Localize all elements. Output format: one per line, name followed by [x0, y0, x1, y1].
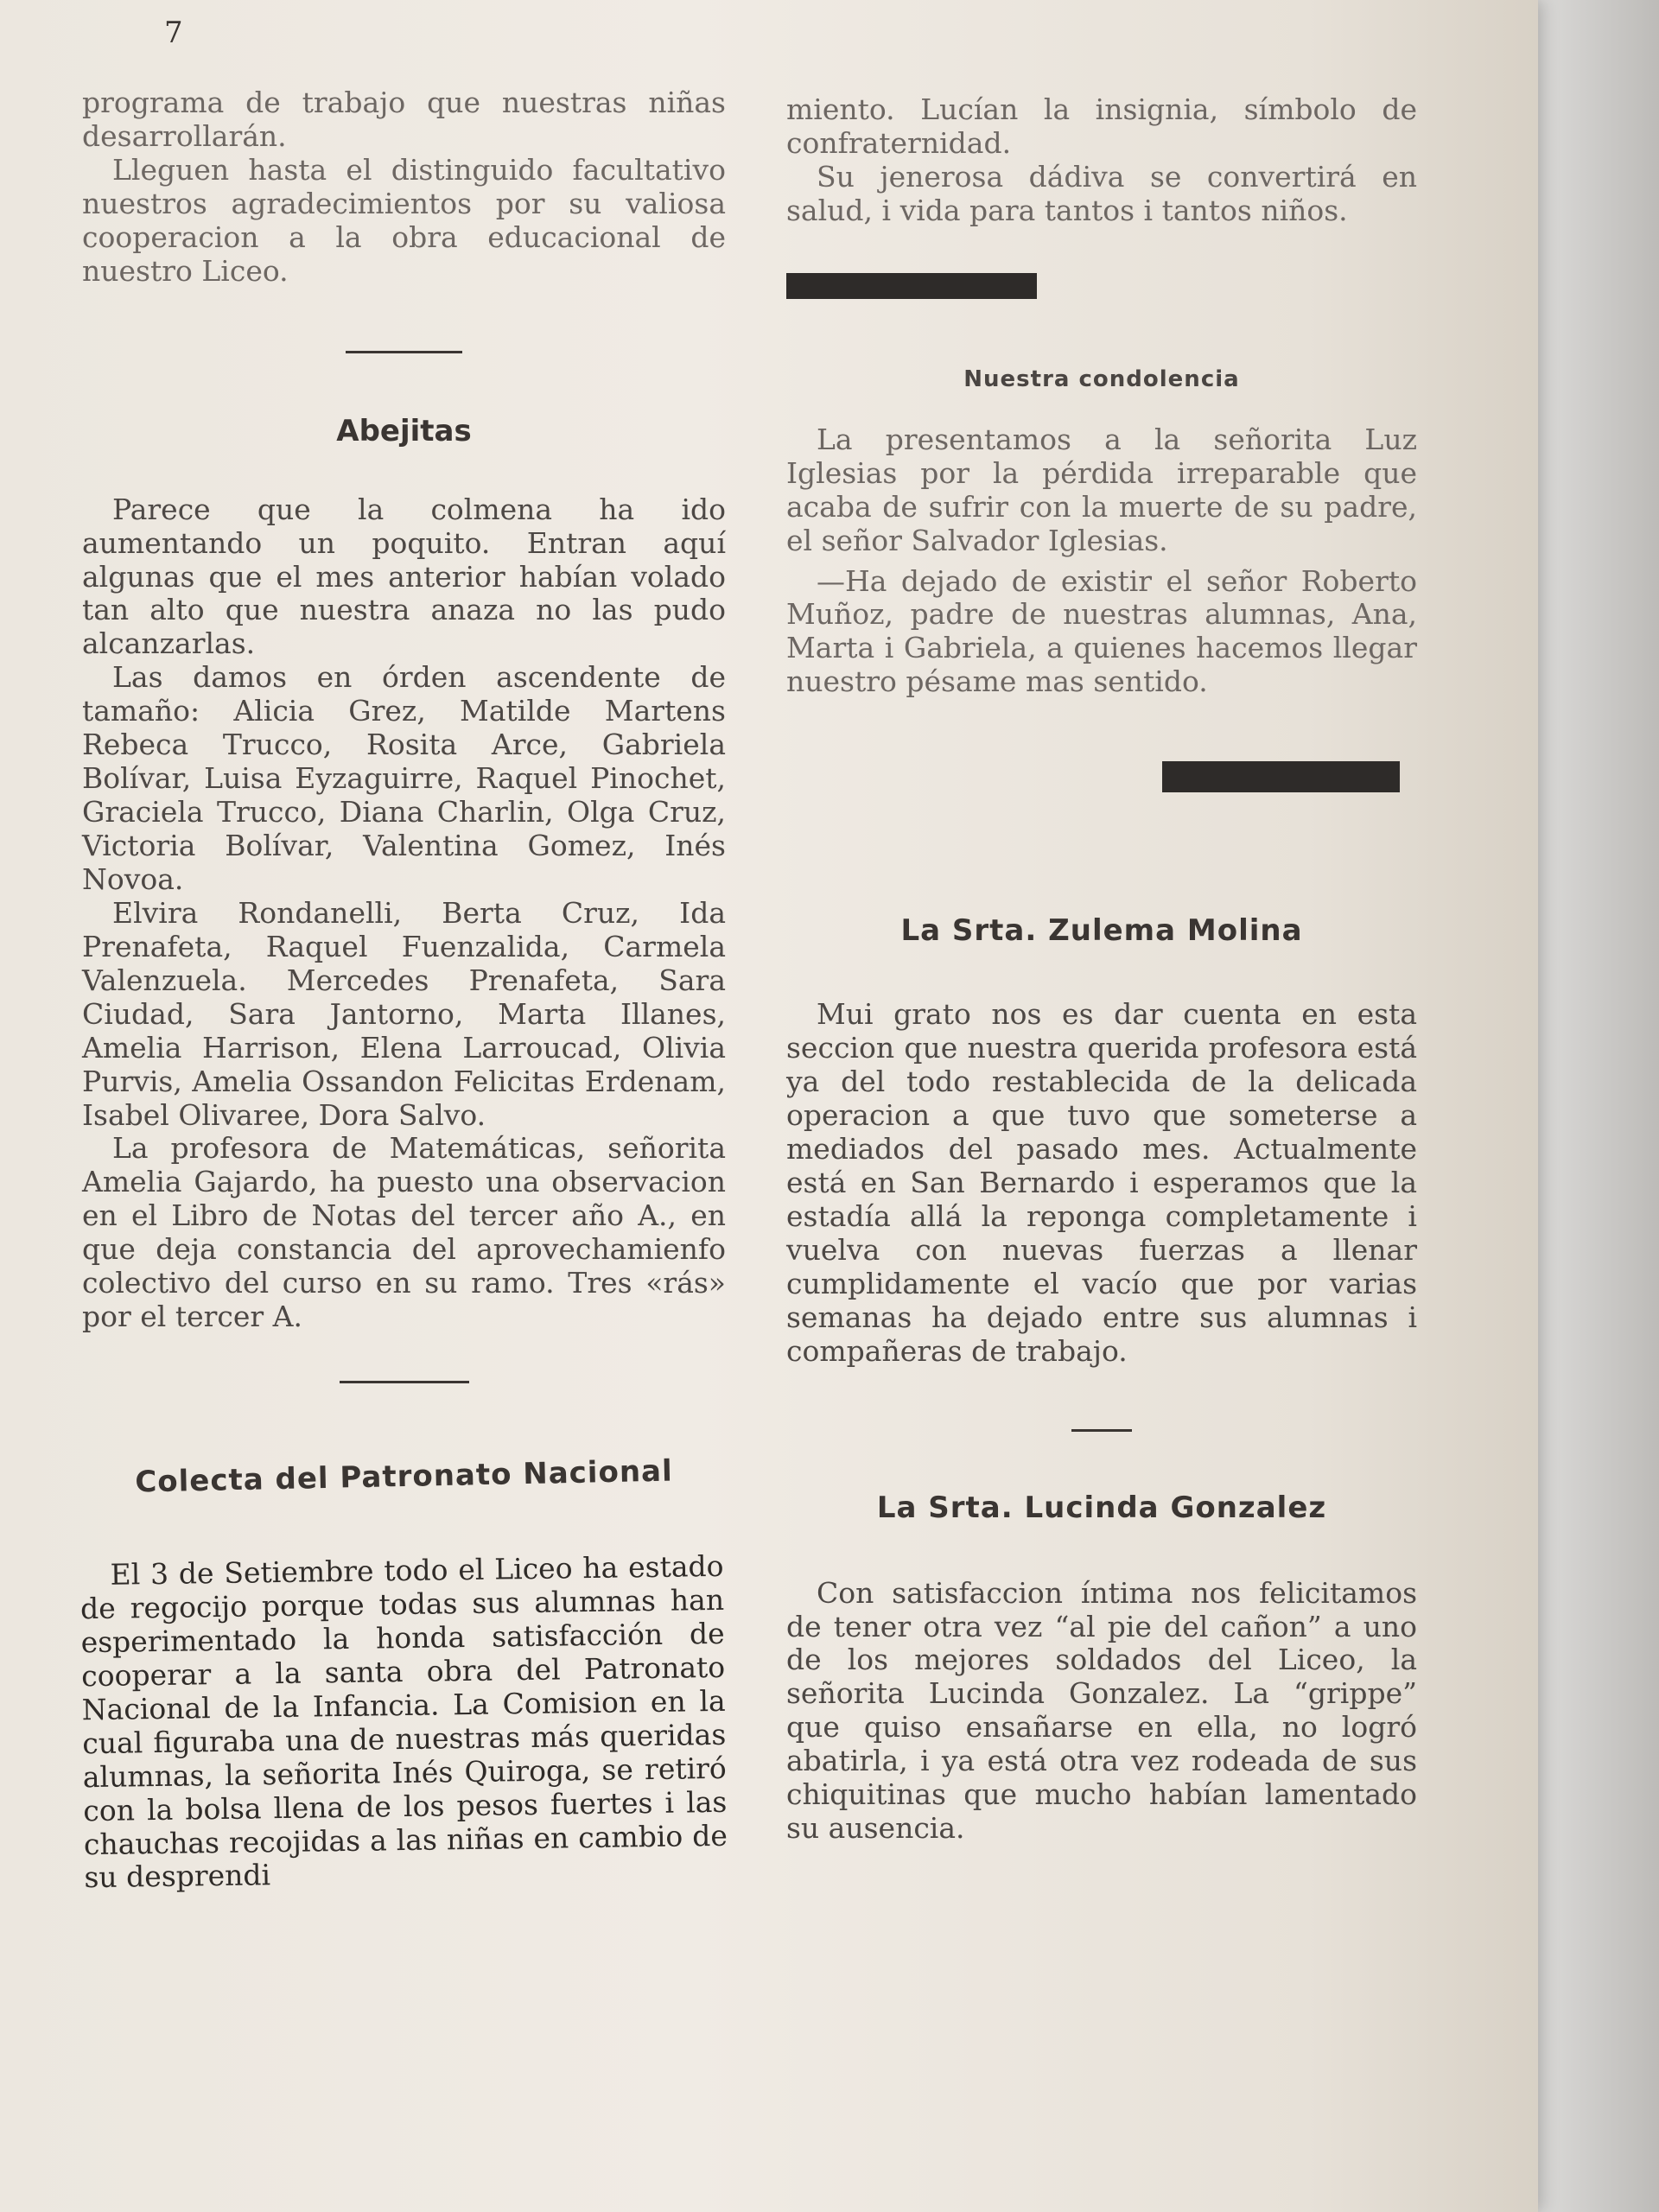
decorative-bar — [786, 273, 1037, 299]
section-divider — [1071, 1429, 1132, 1432]
section-title-abejitas: Abejitas — [336, 413, 472, 448]
article-paragraph: La profesora de Matemáticas, señorita Amelia Gajardo, ha puesto una observacion en el Libro de Notas del tercer año A., en que deja constancia del aprovechamienfo colectivo del curso en su ramo. Tres «rás» por el tercer A. — [82, 1131, 726, 1334]
intro-paragraph: Lleguen hasta el distinguido facultativo nuestros agradecimientos por su valiosa cooperacion a la obra educacional de nuestro Liceo. — [82, 152, 726, 288]
section-divider — [346, 351, 462, 353]
section-title-gonzalez: La Srta. Lucinda Gonzalez — [876, 1490, 1327, 1525]
molina-body — [786, 998, 1417, 1368]
intro-paragraph: miento. Lucían la insignia, símbolo de confraternidad. — [786, 92, 1417, 160]
article-paragraph: La presentamos a la señorita Luz Iglesias por la pérdida irreparable que acaba de sufrir con la muerte de su padre, el señor Salvador Iglesias. — [786, 422, 1417, 557]
article-paragraph: Con satisfaccion íntima nos felicitamos de tener otra vez “al pie del cañon” a uno de los mejores soldados del Liceo, la señorita Lucinda Gonzalez. La “grippe” que quiso ensañarse en ella, no logró abatirla, i ya está otra vez rodeada de sus chiquitinas que mucho habían lamentado su ausencia. — [786, 1575, 1417, 1846]
article-paragraph: Parece que la colmena ha ido aumentando un poquito. Entran aquí algunas que el mes anterior habían volado tan alto que nuestra anaza no las pudo alcanzarlas. — [82, 492, 726, 661]
article-paragraph: Elvira Rondanelli, Berta Cruz, Ida Prenafeta, Raquel Fuenzalida, Carmela Valenzuela. Mercedes Prenafeta, Sara Ciudad, Sara Jantorno, Marta Illanes, Amelia Harrison, Elena Larroucad, Olivia Purvis, Amelia Ossandon Felicitas Erdenam, Isabel Olivaree, Dora Salvo. — [82, 895, 726, 1132]
article-paragraph: Las damos en órden ascendente de tamaño: Alicia Grez, Matilde Martens Rebeca Trucco, Rosita Arce, Gabriela Bolívar, Luisa Eyzaguirre, Raquel Pinochet, Graciela Trucco, Diana Charlin, Olga Cruz, Victoria Bolívar, Valentina Gomez, Inés Novoa. — [82, 660, 726, 896]
intro-paragraph: programa de trabajo que nuestras niñas desarrollarán. — [82, 86, 726, 153]
page-number: 7 — [164, 16, 183, 50]
intro-paragraph: Su jenerosa dádiva se convertirá en salud, i vida para tantos i tantos niños. — [786, 159, 1417, 227]
intro-continued — [82, 86, 726, 289]
colecta-body — [79, 1550, 728, 1896]
right-column — [786, 93, 1417, 1846]
section-title-colecta: Colecta del Patronato Nacional — [134, 1453, 674, 1500]
section-divider — [340, 1381, 469, 1383]
section-title-condolencia: Nuestra condolencia — [963, 365, 1240, 392]
gonzalez-body — [786, 1577, 1417, 1847]
article-paragraph: —Ha dejado de existir el señor Roberto Muñoz, padre de nuestras alumnas, Ana, Marta i Gabriela, a quienes hacemos llegar nuestro pésame mas sentido. — [786, 563, 1417, 699]
section-title-molina: La Srta. Zulema Molina — [900, 913, 1303, 949]
condolencia-body — [786, 423, 1417, 700]
left-column — [79, 86, 728, 1895]
abejitas-body — [82, 493, 726, 1334]
decorative-bar — [1162, 761, 1400, 792]
article-paragraph: El 3 de Setiembre todo el Liceo ha estado de regocijo porque todas sus alumnas han esperimentado la honda satisfacción de cooperar a la santa obra del Patronato Nacional de la Infancia. La Comision en la cual figuraba una de nuestras más queridas alumnas, la señorita Inés Quiroga, se retiró con la bolsa llena de los pesos fuertes i las chauchas recojidas a las niñas en cambio de su desprendi — [79, 1548, 728, 1895]
article-paragraph: Mui grato nos es dar cuenta en esta seccion que nuestra querida profesora está ya del todo restablecida de la delicada operacion a que tuvo que someterse a mediados del pasado mes. Actualmente está en San Bernardo i esperamos que la estadía allá la reponga completamente i vuelva con nuevas fuerzas a llenar cumplidamente el vacío que por varias semanas ha dejado entre sus alumnas i compañeras de trabajo. — [786, 997, 1417, 1368]
colecta-continued — [786, 93, 1417, 228]
